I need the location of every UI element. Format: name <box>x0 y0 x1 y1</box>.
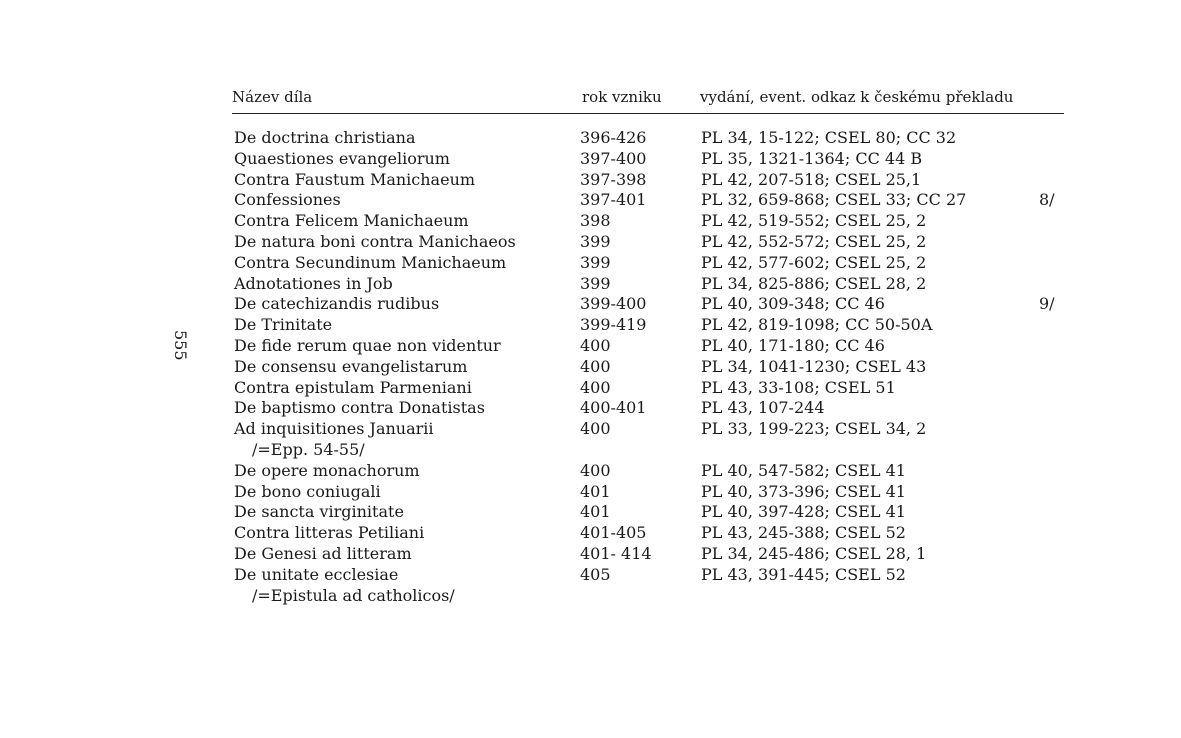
work-title: De Genesi ad litteram <box>234 543 412 563</box>
work-edition: PL 34, 825-886; CSEL 28, 2 <box>701 273 927 293</box>
work-edition: PL 43, 245-388; CSEL 52 <box>701 523 906 543</box>
table-header <box>232 88 1064 110</box>
header-year-column: rok vzniku <box>582 88 662 106</box>
work-edition: PL 32, 659-868; CSEL 33; CC 27 <box>701 190 967 210</box>
work-edition: PL 33, 199-223; CSEL 34, 2 <box>701 419 927 439</box>
table-row <box>234 482 1064 503</box>
work-edition: PL 43, 33-108; CSEL 51 <box>701 377 896 397</box>
work-year: 399 <box>580 252 611 272</box>
work-title: De Trinitate <box>234 315 333 335</box>
table-row <box>234 128 1064 149</box>
work-title: De fide rerum quae non videntur <box>234 335 501 355</box>
table-row-continuation <box>234 440 1064 461</box>
work-year: 398 <box>580 211 611 231</box>
work-edition: PL 43, 107-244 <box>701 398 825 418</box>
work-year: 401 <box>580 481 611 501</box>
work-edition: PL 34, 245-486; CSEL 28, 1 <box>701 543 927 563</box>
table-row <box>234 357 1064 378</box>
work-year: 400 <box>580 335 611 355</box>
work-year: 401 <box>580 502 611 522</box>
work-year: 397-400 <box>580 148 647 168</box>
table-row <box>234 461 1064 482</box>
works-table <box>234 128 1064 606</box>
work-year: 399 <box>580 273 611 293</box>
work-title: De natura boni contra Manichaeos <box>234 231 516 251</box>
work-year: 399-419 <box>580 315 647 335</box>
table-row <box>234 149 1064 170</box>
work-title: Contra Faustum Manichaeum <box>234 169 476 189</box>
table-row <box>234 211 1064 232</box>
work-year: 401- 414 <box>580 543 652 563</box>
table-row <box>234 253 1064 274</box>
work-year: 400 <box>580 460 611 480</box>
work-title: Confessiones <box>234 190 341 210</box>
work-edition: PL 42, 519-552; CSEL 25, 2 <box>701 211 927 231</box>
work-year: 397-398 <box>580 169 647 189</box>
work-year: 400 <box>580 356 611 376</box>
work-edition: PL 35, 1321-1364; CC 44 B <box>701 148 923 168</box>
work-edition: PL 34, 15-122; CSEL 80; CC 32 <box>701 128 957 147</box>
work-year: 397-401 <box>580 190 647 210</box>
table-row <box>234 294 1064 315</box>
work-title: De sancta virginitate <box>234 502 404 522</box>
work-edition: PL 40, 171-180; CC 46 <box>701 335 885 355</box>
work-edition: PL 40, 547-582; CSEL 41 <box>701 460 906 480</box>
header-edition-column: vydání, event. odkaz k českému překladu <box>700 88 1014 106</box>
header-rule <box>232 113 1064 114</box>
work-year: 399-400 <box>580 294 647 314</box>
work-title: /=Epistula ad catholicos/ <box>252 585 455 605</box>
table-row <box>234 502 1064 523</box>
work-title: Quaestiones evangeliorum <box>234 148 450 168</box>
table-row <box>234 419 1064 440</box>
work-year: 400 <box>580 419 611 439</box>
work-edition: PL 34, 1041-1230; CSEL 43 <box>701 356 927 376</box>
footnote-ref: 9/ <box>1039 294 1055 314</box>
table-row <box>234 232 1064 253</box>
table-row <box>234 565 1064 586</box>
work-edition: PL 42, 552-572; CSEL 25, 2 <box>701 231 927 251</box>
work-edition: PL 40, 309-348; CC 46 <box>701 294 885 314</box>
work-year: 399 <box>580 231 611 251</box>
table-row <box>234 190 1064 211</box>
work-year: 401-405 <box>580 523 647 543</box>
work-title: De unitate ecclesiae <box>234 564 399 584</box>
work-title: De doctrina christiana <box>234 128 416 147</box>
table-row <box>234 170 1064 191</box>
work-year: 400 <box>580 377 611 397</box>
work-edition: PL 42, 207-518; CSEL 25,1 <box>701 169 922 189</box>
work-edition: PL 40, 397-428; CSEL 41 <box>701 502 906 522</box>
work-title: Contra litteras Petiliani <box>234 523 425 543</box>
work-title: /=Epp. 54-55/ <box>252 439 365 459</box>
work-year: 396-426 <box>580 128 647 147</box>
work-title: De opere monachorum <box>234 460 420 480</box>
work-title: De consensu evangelistarum <box>234 356 468 376</box>
work-year: 405 <box>580 564 611 584</box>
work-title: De bono coniugali <box>234 481 381 501</box>
work-title: Contra epistulam Parmeniani <box>234 377 472 397</box>
table-row <box>234 315 1064 336</box>
table-row <box>234 398 1064 419</box>
work-title: Contra Secundinum Manichaeum <box>234 252 507 272</box>
work-title: De baptismo contra Donatistas <box>234 398 485 418</box>
table-row <box>234 523 1064 544</box>
table-row <box>234 336 1064 357</box>
work-edition: PL 40, 373-396; CSEL 41 <box>701 481 906 501</box>
table-row <box>234 544 1064 565</box>
work-edition: PL 42, 819-1098; CC 50-50A <box>701 315 933 335</box>
work-title: De catechizandis rudibus <box>234 294 440 314</box>
work-edition: PL 43, 391-445; CSEL 52 <box>701 564 906 584</box>
work-title: Contra Felicem Manichaeum <box>234 211 469 231</box>
table-row <box>234 378 1064 399</box>
table-row <box>234 274 1064 295</box>
table-row-continuation <box>234 586 1064 607</box>
work-edition: PL 42, 577-602; CSEL 25, 2 <box>701 252 927 272</box>
header-title-column: Název díla <box>232 88 313 106</box>
work-year: 400-401 <box>580 398 647 418</box>
work-title: Adnotationes in Job <box>234 273 393 293</box>
work-title: Ad inquisitiones Januarii <box>234 419 434 439</box>
page-number: 555 <box>171 330 190 361</box>
footnote-ref: 8/ <box>1039 190 1055 210</box>
